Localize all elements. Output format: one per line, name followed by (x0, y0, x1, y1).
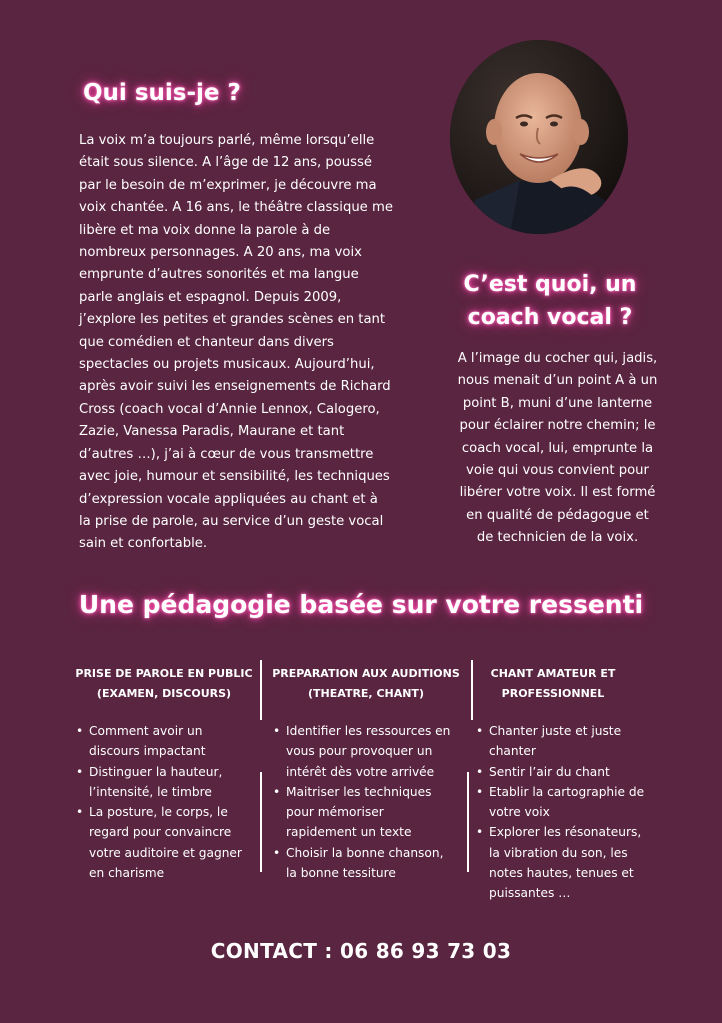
column-heading-line: CHANT AMATEUR ET (490, 667, 616, 680)
list-item-line: votre auditoire et gagner (89, 845, 242, 860)
list-item-line: intérêt dès votre arrivée (286, 764, 435, 779)
column-heading-line: (THEATRE, CHANT) (308, 687, 424, 700)
coach-title (440, 268, 660, 334)
coach-text-line: pour éclairer notre chemin; le (459, 418, 656, 434)
list-item-line: votre voix (489, 805, 550, 820)
list-item (76, 802, 258, 883)
contact-phone[interactable]: CONTACT : 06 86 93 73 03 (210, 939, 512, 963)
list-item-line: regard pour convaincre (89, 825, 232, 840)
bio-line: par le besoin de m’exprimer, je découvre ma (79, 177, 377, 193)
bio-line: La voix m’a toujours parlé, même lorsqu’elle (79, 133, 375, 148)
bio-line: libère et ma voix donne la parole à de (79, 222, 331, 238)
list-item-line: la vibration du son, les (489, 845, 628, 860)
coach-text-line: voie qui vous convient pour (466, 463, 649, 479)
list-item-line: • Explorer les résonateurs, (489, 825, 642, 840)
list-item (76, 721, 258, 762)
list-item-line: • La posture, le corps, le (89, 805, 228, 820)
pedagogy-title: Une pédagogie basée sur votre ressenti (78, 590, 644, 619)
column-list-auditions (273, 721, 469, 883)
list-item (476, 721, 676, 762)
coach-description (440, 348, 675, 550)
list-item (476, 762, 676, 782)
list-item (273, 843, 469, 884)
coach-title-line: coach vocal ? (467, 305, 633, 330)
column-heading-line: (EXAMEN, DISCOURS) (96, 687, 232, 700)
column-list-singing (476, 721, 676, 904)
coach-text-line: de technicien de la voix. (476, 530, 639, 546)
column-heading-line: PRISE DE PAROLE EN PUBLIC (75, 667, 253, 680)
coach-text-line: point B, muni d’une lanterne (462, 395, 653, 411)
list-item-line: pour mémoriser (286, 805, 384, 820)
list-item (476, 822, 676, 903)
column-list-public-speaking (76, 721, 258, 883)
bio-line: nombreux personnages. A 20 ans, ma voix (79, 245, 362, 261)
coach-text-line: en qualité de pédagogue et (466, 507, 649, 523)
coach-text-line: nous menait d’un point A à un (457, 373, 658, 389)
list-item (273, 721, 469, 782)
list-item-line: • Comment avoir un (89, 724, 203, 738)
bio-line: parle anglais et espagnol. Depuis 2009, (79, 289, 342, 305)
list-item-line: • Distinguer la hauteur, (89, 764, 223, 779)
bio-line: spectacles ou projets musicaux. Aujourd’hui, (79, 357, 375, 373)
list-item-line: vous pour provoquer un (286, 744, 433, 759)
column-heading-line: PREPARATION AUX AUDITIONS (272, 667, 460, 680)
coach-text-line: coach vocal, lui, emprunte la (461, 440, 654, 456)
bio-line: Zazie, Vanessa Paradis, Maurane et tant (79, 424, 345, 440)
bio-line: la prise de parole, au service d’un geste vocal (79, 513, 384, 529)
list-item-line: la bonne tessiture (286, 866, 396, 881)
list-item-line: • Etablir la cartographie de (489, 784, 645, 799)
list-item (273, 782, 469, 843)
column-divider (260, 660, 262, 720)
bio-line: sain et confortable. (79, 536, 208, 552)
list-item-line: • Sentir l’air du chant (489, 764, 610, 779)
list-item-line: discours impactant (89, 744, 206, 759)
bio-line: avec joie, humour et sensibilité, les techniques (79, 469, 390, 485)
bio-line: après avoir suivi les enseignements de Richard (79, 379, 391, 395)
bio-line: Cross (coach vocal d’Annie Lennox, Calogero, (79, 401, 380, 417)
column-heading-singing (478, 664, 628, 704)
list-item-line: • Choisir la bonne chanson, (286, 845, 444, 860)
column-heading-auditions (264, 664, 468, 704)
about-bio (79, 130, 409, 556)
list-item-line: • Maitriser les techniques (286, 784, 432, 799)
list-item-line: • Chanter juste et juste (489, 724, 622, 738)
bio-line: j’explore les petites et grandes scènes en tant (79, 312, 386, 328)
list-item-line: rapidement un texte (286, 825, 412, 840)
list-item-line: puissantes … (489, 886, 571, 901)
column-heading-line: PROFESSIONNEL (501, 687, 605, 700)
list-item (76, 762, 258, 803)
list-item-line: chanter (489, 744, 536, 759)
bio-line: emprunte d’autres sonorités et ma langue (79, 267, 359, 283)
list-item-line: l’intensité, le timbre (89, 784, 212, 799)
bio-line: d’autres …), j’ai à cœur de vous transmettre (79, 446, 374, 462)
about-title: Qui suis-je ? (83, 80, 241, 106)
list-item-line: en charisme (89, 866, 165, 881)
portrait-photo (450, 40, 628, 234)
coach-text-line: A l’image du cocher qui, jadis, (457, 351, 658, 366)
portrait-icon (450, 40, 628, 234)
bio-line: d’expression vocale appliquées au chant et à (79, 491, 378, 507)
bio-line: était sous silence. A l’âge de 12 ans, poussé (79, 155, 372, 171)
list-item-line: notes hautes, tenues et (489, 866, 634, 881)
list-item (476, 782, 676, 823)
column-divider (471, 660, 473, 720)
bio-line: voix chantée. A 16 ans, le théâtre classique me (79, 200, 393, 216)
list-item-line: • Identifier les ressources en (286, 724, 451, 738)
column-divider (260, 772, 262, 872)
coach-title-line: C’est quoi, un (463, 272, 637, 297)
coach-text-line: libérer votre voix. Il est formé (459, 485, 656, 501)
bio-line: que comédien et chanteur dans divers (79, 334, 334, 350)
column-heading-public-speaking (70, 664, 258, 704)
